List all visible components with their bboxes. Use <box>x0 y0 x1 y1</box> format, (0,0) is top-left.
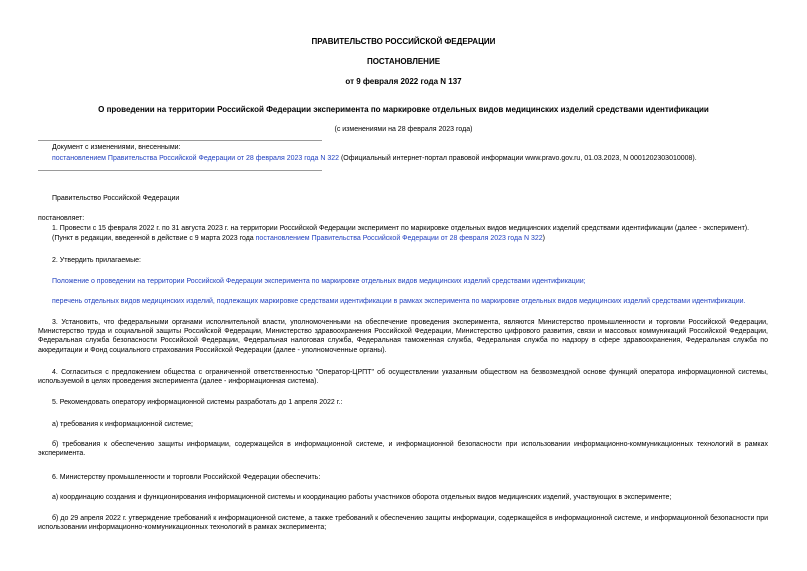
issuer: Правительство Российской Федерации <box>52 195 180 202</box>
changes-top-rule <box>38 140 322 141</box>
amendment-note: (с изменениями на 28 февраля 2023 года) <box>334 126 473 133</box>
paragraph-1-note-prefix: (Пункт в редакции, введенной в действие с 9 марта 2023 года <box>52 235 256 242</box>
changes-link[interactable]: постановлением Правительства Российской Федерации от 28 февраля 2023 года N 322 <box>52 155 339 162</box>
paragraph-1: 1. Провести с 15 февраля 2022 г. по 31 августа 2023 г. на территории Российской Федерации эксперимент по маркировке отдельных видов медицинских изделий средствами идентификации (далее - эксперимент). <box>52 225 750 232</box>
paragraph-5a: а) требования к информационной системе; <box>52 421 193 428</box>
changes-line <box>52 154 697 163</box>
regulation-link[interactable]: Положение о проведении на территории Российской Федерации эксперимента по маркировке отдельных видов медицинских изделий средствами идентификации; <box>52 278 586 285</box>
document-date-number: от 9 февраля 2022 года N 137 <box>345 77 462 86</box>
paragraph-6a: а) координацию создания и функционирования информационной системы и координацию работы участников оборота отдельных видов медицинских изделий, участвующих в эксперименте; <box>52 494 672 501</box>
paragraph-1-note-suffix: ) <box>542 235 545 242</box>
document-title: О проведении на территории Российской Федерации эксперимента по маркировке отдельных видов медицинских изделий средствами идентификации <box>98 105 709 114</box>
paragraph-5b: б) требования к обеспечению защиты информации, содержащейся в информационной системе, и информационной безопасности при использовании информационно-коммуникационных технологий в рамках эксперимента. <box>38 441 768 458</box>
list-link[interactable]: перечень отдельных видов медицинских изделий, подлежащих маркировке средствами идентификации в рамках эксперимента по маркировке отдельных видов медицинских изделий средствами идентификации. <box>52 298 746 305</box>
paragraph-5: 5. Рекомендовать оператору информационной системы разработать до 1 апреля 2022 г.: <box>52 399 343 406</box>
paragraph-1-note-link[interactable]: постановлением Правительства Российской Федерации от 28 февраля 2023 года N 322 <box>255 235 543 242</box>
paragraph-1-note <box>52 234 545 243</box>
paragraph-2: 2. Утвердить прилагаемые: <box>52 257 141 264</box>
changes-bottom-rule <box>38 170 322 171</box>
decides-word: постановляет: <box>38 215 85 222</box>
changes-suffix: (Официальный интернет-портал правовой информации www.pravo.gov.ru, 01.03.2023, N 0001202303010008). <box>339 155 697 162</box>
paragraph-3: 3. Установить, что федеральными органами исполнительной власти, уполномоченными на обеспечение проведения эксперимента, являются Министерство промышленности и торговли Российской Федерации, Министерство труда и социальной защиты Российской Федерации, Министерство здравоохранения Российской Федерации, Министерство цифрового развития, связи и массовых коммуникаций Российской Федерации, Федеральная служба безопасности Российской Федерации, Федеральная налоговая служба, Федеральная таможенная служба, Федеральная служба по надзору в сфере здравоохранения, Федеральная служба по аккредитации и Фонд социального страхования Российской Федерации (далее - уполномоченные органы). <box>38 319 768 354</box>
changes-label: Документ с изменениями, внесенными: <box>52 144 181 151</box>
paragraph-4: 4. Согласиться с предложением общества с ограниченной ответственностью "Оператор-ЦРПТ" об осуществлении указанным обществом на безвозмездной основе функций оператора информационной системы, используемой в целях проведения эксперимента (далее - информационная система). <box>38 369 768 386</box>
paragraph-6b: б) до 29 апреля 2022 г. утверждение требований к информационной системе, а также требований к обеспечению защиты информации, содержащейся в информационной системе, и информационной безопасности при использовании информационно-коммуникационных технологий в рамках эксперимента; <box>38 515 768 532</box>
paragraph-6: 6. Министерству промышленности и торговли Российской Федерации обеспечить: <box>52 474 321 481</box>
document-type: ПОСТАНОВЛЕНИЕ <box>366 57 441 66</box>
government-heading: ПРАВИТЕЛЬСТВО РОССИЙСКОЙ ФЕДЕРАЦИИ <box>311 37 496 46</box>
